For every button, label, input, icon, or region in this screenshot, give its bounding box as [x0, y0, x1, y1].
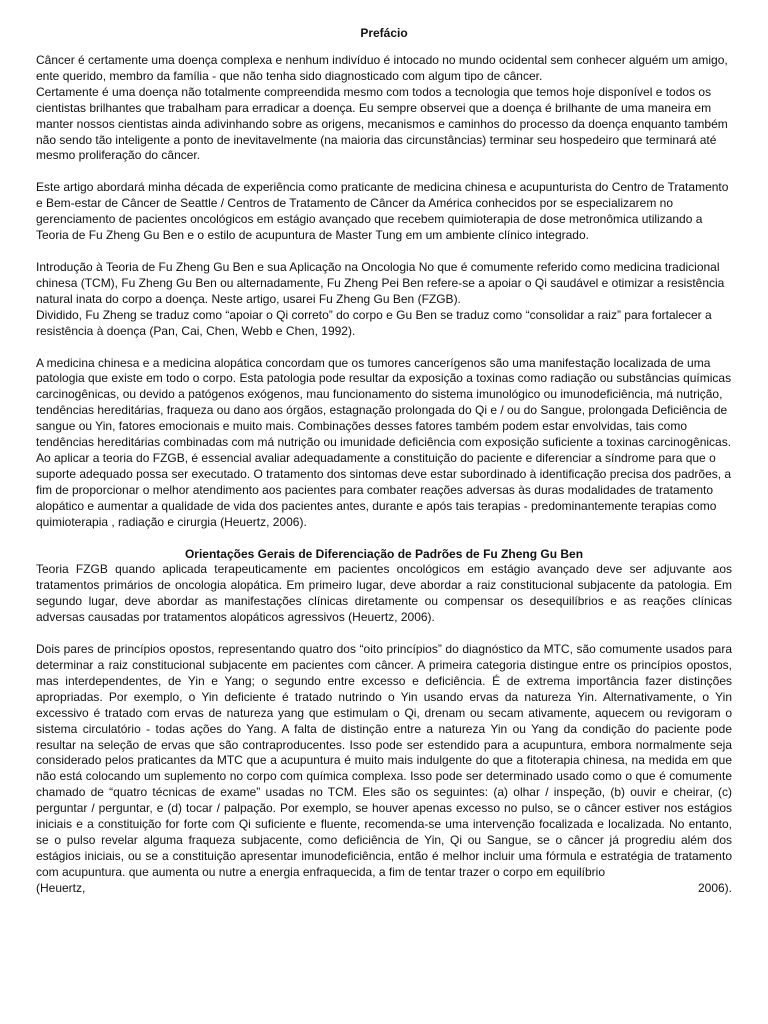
paragraph-fzgb-intro: Introdução à Teoria de Fu Zheng Gu Ben e sua Aplicação na Oncologia No que é comumente referido como medicina tradicional chinesa (TCM), Fu Zheng Gu Ben ou alternadamente, Fu Zheng Pei Ben refere-se a apoiar o Qi saudável e otimizar a resistência natural inata do corpo a doença. Neste artigo, usarei Fu Zheng Gu Ben (FZGB). — [36, 259, 725, 306]
paragraph-principles-last-line — [36, 881, 732, 897]
section-heading: Orientações Gerais de Diferenciação de Padrões de Fu Zheng Gu Ben — [184, 547, 584, 562]
paragraph-intro-2: Certamente é uma doença não totalmente compreendida mesmo com todos a tecnologia que temos hoje disponível e todos os cientistas brilhantes que trabalham para erradicar a doença. Eu sempre observei que a doença é brilhante de uma maneira em manter nossos cientistas ainda adivinhando sobre as origens, mecanismos e caminhos do processo da doença enquanto também não sendo tão inteligente a ponto de inevitavelmente (na maioria das circunstâncias) terminar seu hospedeiro que terminará até mesmo proliferação do câncer. — [36, 84, 728, 163]
citation-right: 2006). — [697, 880, 732, 895]
paragraph-intro-1: Câncer é certamente uma doença complexa e nenhum indivíduo é intocado no mundo ocidental sem conhecer alguém um amigo, ente querido, membro da família - que não tenha sido diagnosticado com algum tipo de câncer. — [36, 53, 728, 83]
paragraph-gap — [36, 626, 732, 642]
citation-left: (Heuertz, — [36, 880, 86, 895]
paragraph-gap — [36, 340, 732, 356]
page-title: Prefácio — [360, 26, 408, 40]
paragraph-gap — [36, 530, 732, 546]
paragraph-gap — [36, 244, 732, 260]
paragraph-application: Ao aplicar a teoria do FZGB, é essencial avaliar adequadamente a constituição do paciente e diferenciar a síndrome para que o suporte adequado possa ser executado. O tratamento dos sintomas deve estar subordinado à identificação precisa dos padrões, a fim de proporcionar o melhor atendimento aos pacientes para combater reações adversas às duras modalidades de tratamento alopático e aumentar a qualidade de vida dos pacientes antes, durante e após tais terapias - predominantemente terapias como quimioterapia , radiação e cirurgia (Heuertz, 2006). — [36, 450, 732, 529]
paragraph-fzgb-adjuvant: Teoria FZGB quando aplicada terapeuticamente em pacientes oncológicos em estágio avançado deve ser adjuvante aos tratamentos primários de oncologia alopática. Em primeiro lugar, deve abordar a raiz constitucional subjacente da patologia. Em segundo lugar, deve abordar as manifestações clínicas diretamente ou compensar os desequilíbrios e as reações clínicas adversas causadas por tratamentos alopáticos agressivos (Heuertz, 2006). — [36, 562, 732, 625]
paragraph-article-scope: Este artigo abordará minha década de experiência como praticante de medicina chinesa e acupunturista do Centro de Tratamento e Bem-estar de Câncer de Seattle / Centros de Tratamento de Câncer da América conhecidos por se especializarem no gerenciamento de pacientes oncológicos em estágio avançado que recebem quimioterapia de dose metronômica utilizando a Teoria de Fu Zheng Gu Ben e o estilo de acupuntura de Master Tung em um ambiente clínico integrado. — [36, 180, 729, 243]
paragraph-fzgb-translation: Dividido, Fu Zheng se traduz como “apoiar o Qi correto” do corpo e Gu Ben se traduz como “consolidar a raiz” para fortalecer a resistência à doença (Pan, Cai, Chen, Webb e Chen, 1992). — [36, 307, 712, 338]
paragraph-gap — [36, 164, 732, 180]
paragraph-pathology: A medicina chinesa e a medicina alopática concordam que os tumores cancerígenos são uma manifestação localizada de uma patologia que existe em todo o corpo. Esta patologia pode resultar da exposição a toxinas como radiação ou substâncias químicas carcinogênicas, ou devido a patógenos exógenos, mau funcionamento do sistema imunológico ou imunodeficiência, má nutrição, tendências hereditárias, fraqueza ou dano aos órgãos, estagnação prolongada do Qi e / ou do Sangue, prolongada Deficiência de sangue ou Yin, fatores emocionais e muito mais. Combinações desses fatores também podem estar envolvidas, tais como tendências hereditárias combinadas com má nutrição ou imunidade deficiência com exposição suficiente a toxinas carcinogênicas. — [36, 355, 732, 450]
paragraph-principles: Dois pares de princípios opostos, representando quatro dos “oito princípios” do diagnóstico da MTC, são comumente usados para determinar a raiz constitucional subjacente em pacientes com câncer. A primeira categoria distingue entre os princípios opostos, mas interdependentes, de Yin e Yang; o segundo entre excesso e deficiência. É de extrema importância fazer distinções apropriadas. Por exemplo, o Yin deficiente é tratado nutrindo o Yin usando ervas da natureza Yin. Alternativamente, o Yin excessivo é tratado com ervas de natureza yang que estimulam o Qi, drenam ou secam ativamente, aquecem ou revigoram o sistema circulatório - todas ações do Yang. A falta de distinção entre a natureza Yin ou Yang da condição do paciente pode resultar na seleção de ervas que são contraproducentes. Isso pode ser estendido para a acupuntura, embora normalmente seja considerado pelos praticantes da MTC que a acupuntura é muito mais indulgente do que a fitoterapia chinesa, na medida em que não está colocando um suplemento no corpo com química complexa. Isso pode ser determinado usado como o que é comumente chamado de “quatro técnicas de exame” usadas no TCM. Eles são os seguintes: (a) olhar / inspeção, (b) ouvir e cheirar, (c) perguntar / perguntar, e (d) tocar / palpação. Por exemplo, se houver apenas excesso no pulso, se o câncer estiver nos estágios iniciais e a constituição for forte com Qi suficiente e fluente, recomenda-se uma intervenção focalizada e localizada. No entanto, se o pulso revelar alguma fraqueza subjacente, como deficiência de Yin, Qi ou Sangue, se o câncer já progrediu além dos estágios iniciais, ou se a constituição apresentar imunodeficiência, então é melhor incluir uma fórmula e estratégia de tratamento com acupuntura. que aumenta ou nutre a energia enfraquecida, a fim de tentar trazer o corpo em equilíbrio — [36, 642, 732, 879]
